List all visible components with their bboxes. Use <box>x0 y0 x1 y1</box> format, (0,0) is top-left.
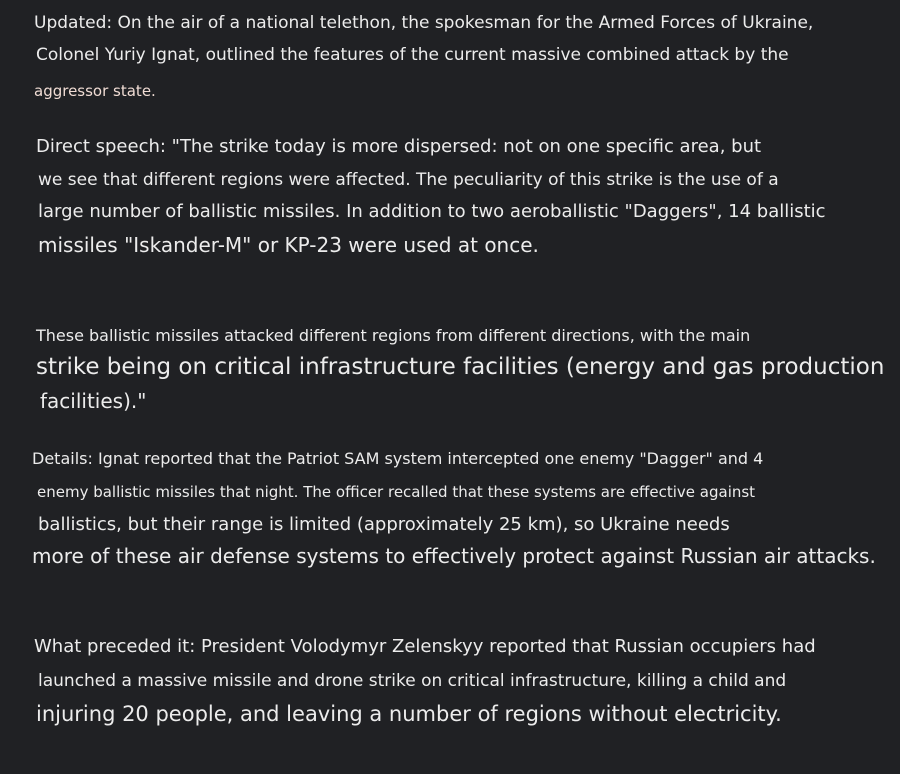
paragraph-1-line-1: Updated: On the air of a national telethon, the spokesman for the Armed Forces of Ukraine, <box>34 13 814 33</box>
paragraph-4-line-3: ballistics, but their range is limited (approximately 25 km), so Ukraine needs <box>38 514 730 535</box>
paragraph-4-line-2: enemy ballistic missiles that night. The officer recalled that these systems are effective against <box>37 483 756 501</box>
paragraph-2-line-3: large number of ballistic missiles. In addition to two aeroballistic "Daggers", 14 ballistic <box>38 201 826 222</box>
paragraph-4-line-1: Details: Ignat reported that the Patriot SAM system intercepted one enemy "Dagger" and 4 <box>32 449 764 468</box>
paragraph-2-line-1: Direct speech: "The strike today is more dispersed: not on one specific area, but <box>36 136 762 157</box>
paragraph-5-line-1: What preceded it: President Volodymyr Zelenskyy reported that Russian occupiers had <box>34 636 816 657</box>
paragraph-1-line-2: Colonel Yuriy Ignat, outlined the features of the current massive combined attack by the <box>36 45 789 65</box>
paragraph-4-line-4: more of these air defense systems to effectively protect against Russian air attacks. <box>32 544 876 568</box>
paragraph-5-line-2: launched a massive missile and drone strike on critical infrastructure, killing a child and <box>38 671 787 691</box>
paragraph-3-line-3: facilities)." <box>40 389 147 413</box>
paragraph-3-line-1: These ballistic missiles attacked different regions from different directions, with the main <box>36 326 751 345</box>
paragraph-3-line-2: strike being on critical infrastructure facilities (energy and gas production <box>36 354 885 380</box>
paragraph-1-line-3: aggressor state. <box>34 82 156 100</box>
paragraph-2-line-2: we see that different regions were affected. The peculiarity of this strike is the use of a <box>38 170 779 190</box>
paragraph-5-line-3: injuring 20 people, and leaving a number of regions without electricity. <box>36 702 782 726</box>
paragraph-2-line-4: missiles "Iskander-M" or KP-23 were used at once. <box>38 233 539 257</box>
